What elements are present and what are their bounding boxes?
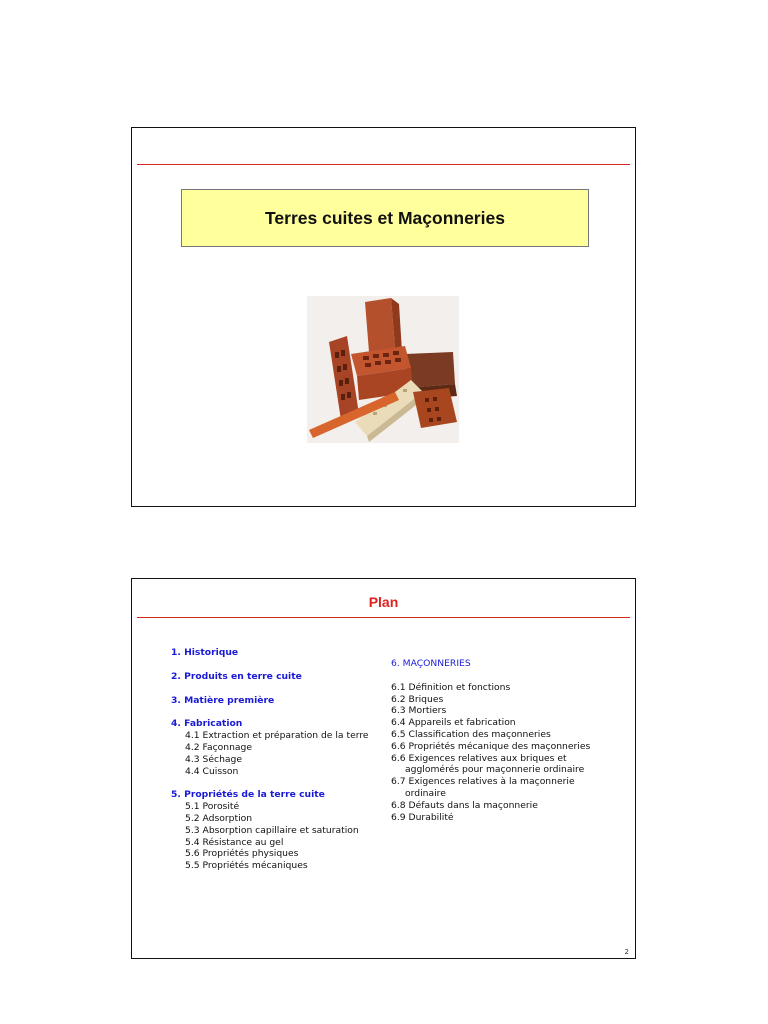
- subsection-item: 6.9 Durabilité: [391, 811, 454, 823]
- section-heading: 2. Produits en terre cuite: [171, 670, 302, 682]
- plan-title: Plan: [368, 594, 399, 610]
- toc-left-column: [171, 647, 369, 872]
- slide-2: [131, 578, 636, 959]
- subsection-item: 5.3 Absorption capillaire et saturation: [185, 824, 359, 836]
- subsection-item: 5.2 Adsorption: [185, 812, 253, 824]
- subsection-item: 6.1 Définition et fonctions: [391, 681, 511, 693]
- bricks-illustration: [307, 296, 459, 443]
- subsection-item-continuation: agglomérés pour maçonnerie ordinaire: [405, 764, 585, 776]
- page-number: 2: [624, 948, 629, 956]
- subsection-item: 5.6 Propriétés physiques: [185, 848, 299, 860]
- subsection-item: 4.4 Cuisson: [185, 765, 239, 777]
- subsection-item: 6.6 Propriétés mécanique des maçonneries: [391, 740, 591, 752]
- subsection-item: 5.5 Propriétés mécaniques: [185, 860, 308, 872]
- subsection-item: 4.1 Extraction et préparation de la terre: [185, 730, 369, 742]
- subsection-item: 6.5 Classification des maçonneries: [391, 728, 551, 740]
- header-rule: [137, 164, 630, 165]
- section-heading: 1. Historique: [171, 647, 239, 658]
- section-heading: 3. Matière première: [171, 694, 275, 706]
- subsection-item: 5.1 Porosité: [185, 801, 240, 813]
- subsection-item: 5.4 Résistance au gel: [185, 836, 284, 848]
- subsection-item: 4.3 Séchage: [185, 753, 243, 765]
- section-heading: 4. Fabrication: [171, 718, 243, 730]
- slide-1: [131, 127, 636, 507]
- subsection-item: 6.3 Mortiers: [391, 705, 447, 717]
- toc-section: [171, 718, 369, 777]
- header-rule: [137, 617, 630, 618]
- subsection-item-continuation: ordinaire: [405, 787, 446, 799]
- slide-title: Terres cuites et Maçonneries: [265, 207, 505, 228]
- subsection-item: 6.7 Exigences relatives à la maçonnerie: [391, 776, 575, 788]
- toc-section: [171, 647, 369, 659]
- toc-section: [171, 695, 369, 707]
- section-heading: 6. MAÇONNERIES: [391, 658, 471, 669]
- title-box: [181, 189, 589, 247]
- toc-section: [171, 671, 369, 683]
- subsection-item: 6.2 Briques: [391, 693, 444, 705]
- bricks-photo: [307, 296, 459, 443]
- toc-section: [171, 789, 369, 872]
- subsection-item: 6.6 Exigences relatives aux briques et: [391, 752, 567, 764]
- toc-right-column: [391, 658, 590, 823]
- subsection-item: 6.8 Défauts dans la maçonnerie: [391, 799, 538, 811]
- section-heading: 5. Propriétés de la terre cuite: [171, 789, 325, 801]
- subsection-item: 4.2 Façonnage: [185, 741, 253, 753]
- subsection-item: 6.4 Appareils et fabrication: [391, 717, 516, 729]
